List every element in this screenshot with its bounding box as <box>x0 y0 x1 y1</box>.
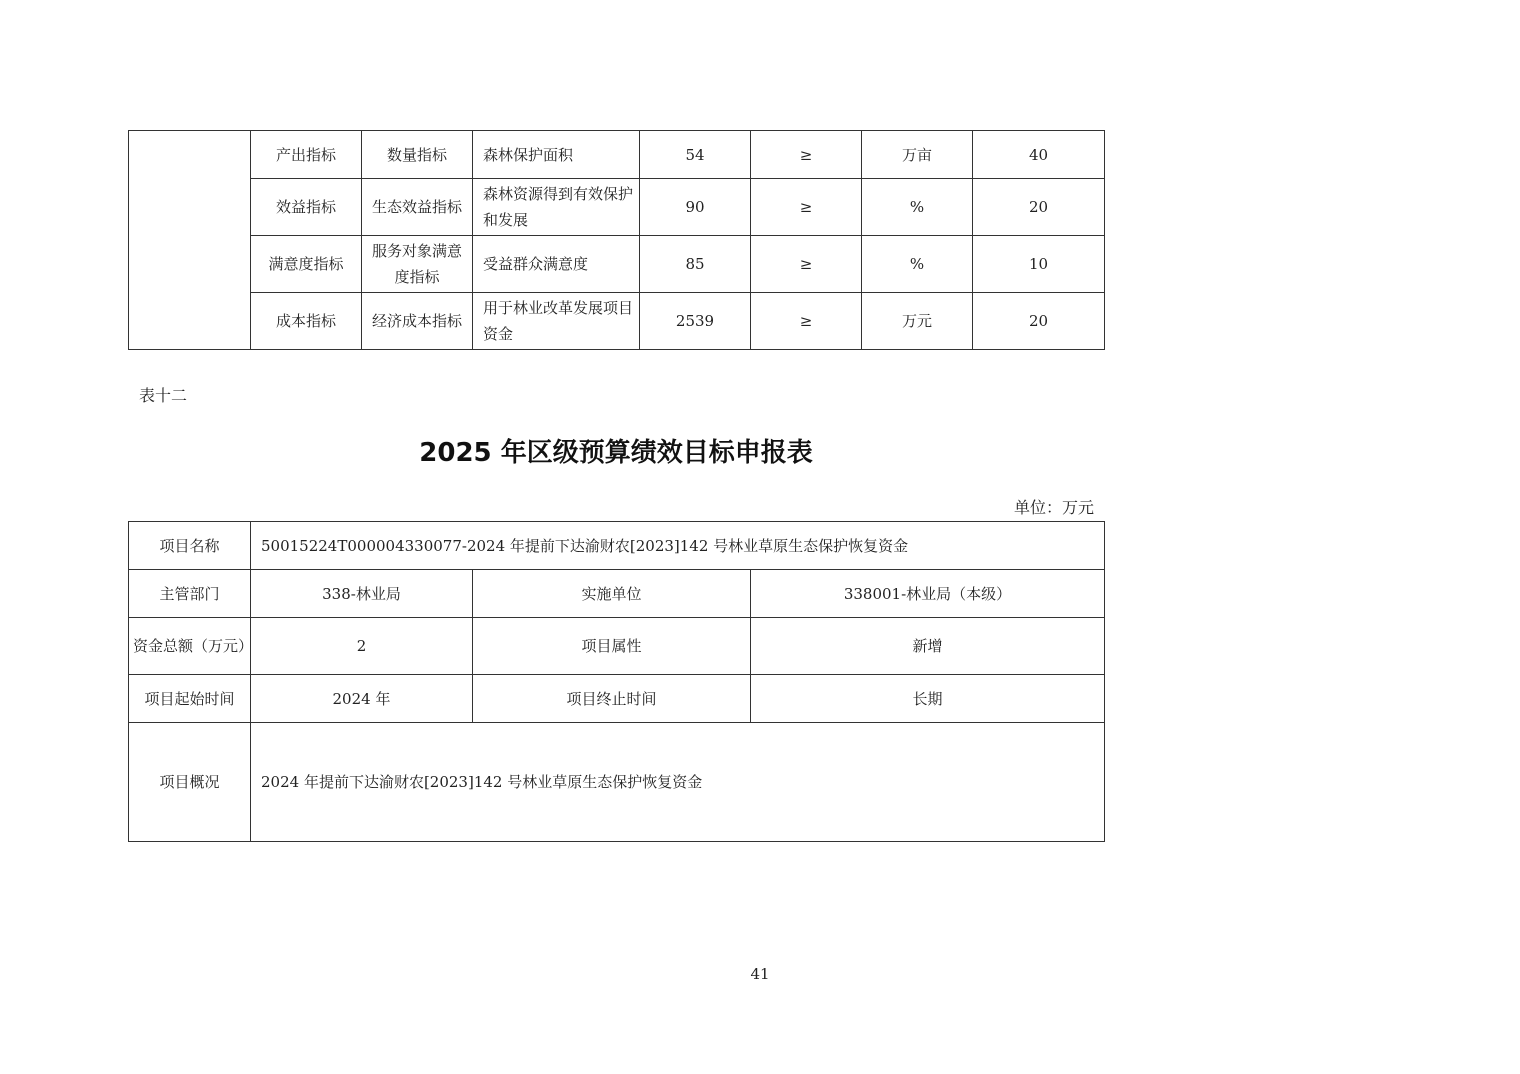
unit-cell: 万元 <box>862 293 973 350</box>
page-title: 2025 年区级预算绩效目标申报表 <box>419 438 813 468</box>
start-time-label: 项目起始时间 <box>129 675 251 723</box>
fund-total-value: 2 <box>251 618 473 675</box>
table-caption: 表十二 <box>139 386 188 405</box>
indicator-value-cell: 2539 <box>640 293 751 350</box>
operator-cell: ≥ <box>751 236 862 293</box>
indicator-name-cell: 森林资源得到有效保护和发展 <box>473 179 640 236</box>
table-row <box>129 236 1105 293</box>
performance-indicator-table <box>128 130 1105 350</box>
project-overview-value: 2024 年提前下达渝财农[2023]142 号林业草原生态保护恢复资金 <box>251 723 1105 842</box>
unit-cell: % <box>862 236 973 293</box>
implementing-unit-value: 338001-林业局（本级） <box>751 570 1105 618</box>
level1-indicator-cell: 成本指标 <box>251 293 362 350</box>
indicator-value-cell: 54 <box>640 131 751 179</box>
department-value: 338-林业局 <box>251 570 473 618</box>
unit-cell: 万亩 <box>862 131 973 179</box>
indicator-value-cell: 85 <box>640 236 751 293</box>
project-info-table <box>128 521 1105 842</box>
table-row <box>129 618 1105 675</box>
indicator-name-cell: 森林保护面积 <box>473 131 640 179</box>
table-row <box>129 522 1105 570</box>
level2-indicator-cell: 经济成本指标 <box>362 293 473 350</box>
level2-indicator-cell: 生态效益指标 <box>362 179 473 236</box>
operator-cell: ≥ <box>751 293 862 350</box>
level2-indicator-cell: 数量指标 <box>362 131 473 179</box>
operator-cell: ≥ <box>751 131 862 179</box>
page-number: 41 <box>750 965 770 983</box>
end-time-value: 长期 <box>751 675 1105 723</box>
unit-cell: % <box>862 179 973 236</box>
weight-cell: 20 <box>973 179 1105 236</box>
project-attribute-label: 项目属性 <box>473 618 751 675</box>
table-row <box>129 570 1105 618</box>
indicator-name-cell: 用于林业改革发展项目资金 <box>473 293 640 350</box>
table-row <box>129 179 1105 236</box>
level1-indicator-cell: 效益指标 <box>251 179 362 236</box>
weight-cell: 10 <box>973 236 1105 293</box>
project-name-value: 50015224T000004330077-2024 年提前下达渝财农[2023]142 号林业草原生态保护恢复资金 <box>251 522 1105 570</box>
implementing-unit-label: 实施单位 <box>473 570 751 618</box>
level1-indicator-cell: 产出指标 <box>251 131 362 179</box>
unit-label: 单位：万元 <box>1013 498 1094 517</box>
merged-blank-cell <box>129 131 251 350</box>
project-overview-label: 项目概况 <box>129 723 251 842</box>
weight-cell: 20 <box>973 293 1105 350</box>
end-time-label: 项目终止时间 <box>473 675 751 723</box>
level1-indicator-cell: 满意度指标 <box>251 236 362 293</box>
table-row <box>129 131 1105 179</box>
project-name-label: 项目名称 <box>129 522 251 570</box>
indicator-name-cell: 受益群众满意度 <box>473 236 640 293</box>
table-row <box>129 293 1105 350</box>
table-row <box>129 723 1105 842</box>
project-attribute-value: 新增 <box>751 618 1105 675</box>
level2-indicator-cell: 服务对象满意度指标 <box>362 236 473 293</box>
indicator-value-cell: 90 <box>640 179 751 236</box>
department-label: 主管部门 <box>129 570 251 618</box>
fund-total-label: 资金总额（万元） <box>129 618 251 675</box>
start-time-value: 2024 年 <box>251 675 473 723</box>
weight-cell: 40 <box>973 131 1105 179</box>
table-row <box>129 675 1105 723</box>
operator-cell: ≥ <box>751 179 862 236</box>
